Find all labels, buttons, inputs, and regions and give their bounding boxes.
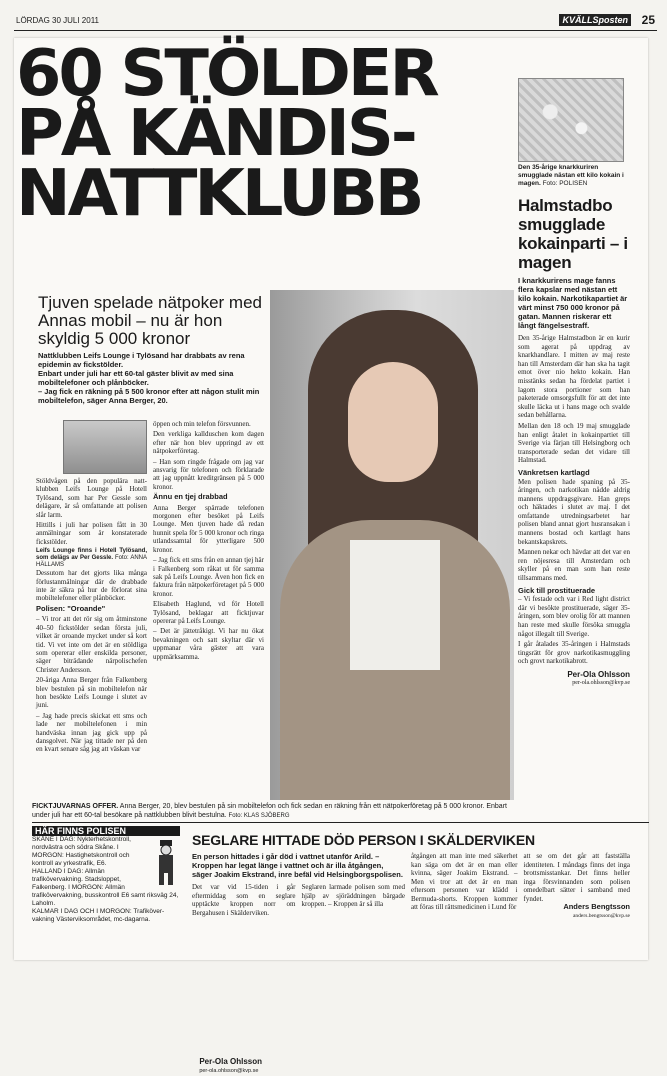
- page-header: [14, 13, 657, 30]
- bottom-email: anders.bengtsson@kvp.se: [572, 912, 630, 919]
- mini-photo-caption: Leifs Lounge finns i Hotell Tylösand, som delägs av Per Gessle. Foto: ANNA HÄLLAMS: [36, 548, 147, 569]
- story-column: Stöldvågen på den populära natt-klubben Leifs Lounge på Hotell Tylösand, som har Per Gessle som delägare, är så omfattande att polisen slår larm. Hittills i juli har polisen fått in 30 anmälningar som är konstaterade fickstölder. Leifs Lounge finns i Hotell Tylösand, som delägs av Per Gessle. Foto: ANNA HÄLLAMS Dessutom har det gjorts lika många förlustanmälningar där de drabbade inte är säkra på hur de förlorat sina mobiltelefoner eller plånböcker. Polisen: "Oroande" – Vi tror att det rör sig om åtminstone 40–50 fickstölder sedan första juli, vilket är oroande mycket under så kort tid. Vi vet inte om det är en stöldliga som opererar eller enskilda personer, säger biträdande närpolischefen Christer Andersson. 20-åriga Anna Berger från Falkenberg blev bestulen på sin mobiltelefon när hon besökte Leifs Lounge i slutet av juni. – Jag hade precis skickat ett sms och lade ner mobiltelefonen i min handväska innan jag gick upp på dansgolvet. När jag tittade ner på den en kvart senare såg jag att väskan var: [36, 420, 147, 756]
- main-subhead: Tjuven spelade nätpoker med Annas mobil – nu är hon skyldig 5 000 kronor: [38, 293, 262, 348]
- bottom-story-title: SEGLARE HITTADE DÖD PERSON I SKÄLDERVIKEN: [192, 832, 535, 848]
- header-rule: [14, 30, 657, 31]
- issue-date: LÖRDAG 30 JULI 2011: [16, 16, 100, 25]
- main-byline: Per-Ola Ohlsson per-ola.ohlsson@kvp.se: [199, 1057, 262, 1075]
- side-story-title: Halmstadbo smugglade kokainparti – i magen: [518, 196, 628, 272]
- side-email: per-ola.ohlsson@kvp.se: [572, 679, 630, 686]
- woman-portrait-photo: [270, 290, 514, 800]
- main-email: per-ola.ohlsson@kvp.se: [199, 1068, 259, 1075]
- main-subheading: Ännu en tjej drabbad: [153, 492, 228, 502]
- main-headline: [16, 37, 506, 231]
- side-story-body: Den 35-årige Halmstadbon är en kurir som agerat på uppdrag av knarkhandlare. I mitten av maj reste han till Amsterdam där han ska ha tagit emot över nio hekto kokain. Han misstänks sedan ha fördelat partiet i lagom stora portioner som han paketerade omsorgsfullt för att det inte skulle läcka ut i hans mage och svalde sedan behållarna. Mellan den 18 och 19 maj smugglade han enligt åtalet in kokainpartiet till Sverige via färjan till Helsingborg och transporterade sedan det vidare till Halmstad. Vänkretsen kartlagd Men polisen hade spaning på 35-åringen, och narkotikan nådde aldrig mannens uppdragsgivare. Han greps och häktades i slutet av maj. I det omfattande utredningsarbetet har polisen bland annat gjort husransakan i mannens bostad och kartlagt hans bekantskapskrets. Mannen nekar och hävdar att det var en ren nöjesresa till Amsterdam och skyller på en man som han reste tillsammans med. Gick till prostituerade – Vi festade och var i Red light district där vi besökte prostituerade, säger 35-åringen, som blev orolig för att mannen han reste med skulle försöka smuggla något illegalt till Sverige. I går åtalades 35-åringen i Halmstads tingsrätt för grov narkotikasmuggling och grovt narkotikabrott.: [518, 334, 630, 666]
- story-column: åtgången att man inte med säkerhet kan säga om det är en man eller kvinna, säger Joakim Ekstrand. – Men vi tror att det är en man eftersom personen var klädd i Bermuda-shorts. Kroppen kommer att föras till rättsmedicinen i Lund för: [411, 852, 518, 911]
- story-column: Det var vid 15-tiden i går eftermiddag som en seglare upptäckte kroppen norr om Bergahusen i Skälderviken.: [192, 883, 296, 917]
- headline-line: NATTKLUBB: [16, 157, 422, 231]
- main-story-columns: [32, 420, 268, 756]
- side-byline: Per-Ola Ohlsson: [567, 669, 630, 679]
- leifs-lounge-photo: [63, 420, 147, 474]
- photo-caption: FICKTJUVARNAS OFFER. Anna Berger, 20, blev bestulen på sin mobiltelefon och fick sedan en räkning från ett nätpokerföretag på 5 000 kronor. Enbart under juli har ett 60-tal besökare på nattklubben blivit bestulna. Foto: KLAS SJÖBERG: [32, 803, 507, 819]
- section-rule: [32, 822, 649, 823]
- bottom-byline: Anders Bengtsson: [563, 902, 630, 911]
- headline-line: PÅ KÄNDIS-: [16, 97, 415, 171]
- main-lead: Nattklubben Leifs Lounge i Tylösand har drabbats av rena epidemin av fickstölder. Enbart under juli har ett 60-tal gäster blivit av med sina mobiltelefoner och plånböcker. – Jag fick en räkning på 5 500 kronor efter att någon stulit min mobiltelefon, säger Anna Berger, 20.: [38, 351, 260, 405]
- cocaine-capsules-photo: [518, 78, 624, 162]
- brand-logo: KVÄLLSposten: [559, 14, 631, 26]
- side-image-caption: Den 35-årige knarkkuriren smugglade nästan ett kilo kokain i magen. Foto: POLISEN: [518, 164, 624, 187]
- side-story-lead: I knarkkurirens mage fanns flera kapslar med nästan ett kilo kokain. Narkotikapartiet är värt minst 750 000 kronor på gatan. Mannen riskerar ett långt fängelsestraff.: [518, 276, 628, 330]
- story-column: Seglaren larmade polisen som med hjälp av sjöräddningen bärgade kroppen. – Kroppen är så illa: [301, 883, 405, 908]
- page-number: 25: [641, 13, 655, 27]
- story-column: öppen och min telefon försvunnen. Den verkliga kallduschen kom dagen efter när hon blev uppringd av ett nätpokerföretag. – Han som ringde frågade om jag var ansvarig för telefonen och förklarade att jag uppnått kreditgränsen på 5 000 kronor. Ännu en tjej drabbad Anna Berger spärrade telefonen morgonen efter besöket på Leifs Lounge. Men tjuven hade då redan hunnit spela för 5 000 kronor och ringa utlandssamtal för ytterligare 500 kronor. – Jag fick ett sms från en annan tjej här i Falkenberg som råkat ut för samma sak på Leifs Lounge. Även hon fick en faktura från nätpokerföretaget på 5 000 kronor. Elisabeth Haglund, vd för Hotell Tylösand, beklagar att ficktjuvar opererar på Leifs Lounge. – Det är jättetråkigt. Vi har nu ökat bevakningen och satt skyltar där vi uppmanar våra gäster att vara uppmärksamma.: [153, 420, 264, 661]
- headline-line: 60 STÖLDER: [16, 37, 437, 111]
- bottom-story-lead: En person hittades i går död i vattnet utanför Arild. – Kroppen har legat länge i vattnet och är illa åtgången, säger Joakim Ekstrand, inre befäl vid Helsingborgspolisen.: [192, 852, 403, 879]
- photo-credit: Foto: KLAS SJÖBERG: [228, 813, 290, 819]
- police-box: HÄR FINNS POLISEN SKÅNE I DAG: Nykterhetskontroll, nordvästra och södra Skåne. I MORGON: Hastighetskontroll och kontroll av yrkestrafik, E6. HALLAND I DAG: Allmän trafikövervakning. Stadsloppet, Falkenberg. I MORGON: Allmän trafikövervakning, busskontroll E6 samt riksväg 24, Laholm. KALMAR I DAG OCH I MORGON: Trafiköver-vakning Västerviksområdet, mc-dagarna.: [32, 826, 179, 923]
- side-subheading: Vänkretsen kartlagd: [518, 467, 590, 477]
- main-subheading: Polisen: "Oroande": [36, 603, 106, 613]
- photo-credit: Foto: ANNA HÄLLAMS: [36, 555, 147, 569]
- side-story: [518, 78, 630, 688]
- side-subheading: Gick till prostituerade: [518, 585, 596, 595]
- story-column: att se om det går att fastställa identiteten. I måndags finns det inga brottsmisstankar. Det finns heller inga försvinnanden som polisen omedelbart sätter i samband med fyndet. Anders Bengtsson anders.bengtsson@kvp.se: [523, 852, 630, 919]
- photo-credit: Foto: POLISEN: [542, 180, 588, 187]
- police-officer-icon: [152, 838, 180, 886]
- police-box-title: HÄR FINNS POLISEN: [32, 826, 180, 836]
- bottom-story: [192, 852, 630, 920]
